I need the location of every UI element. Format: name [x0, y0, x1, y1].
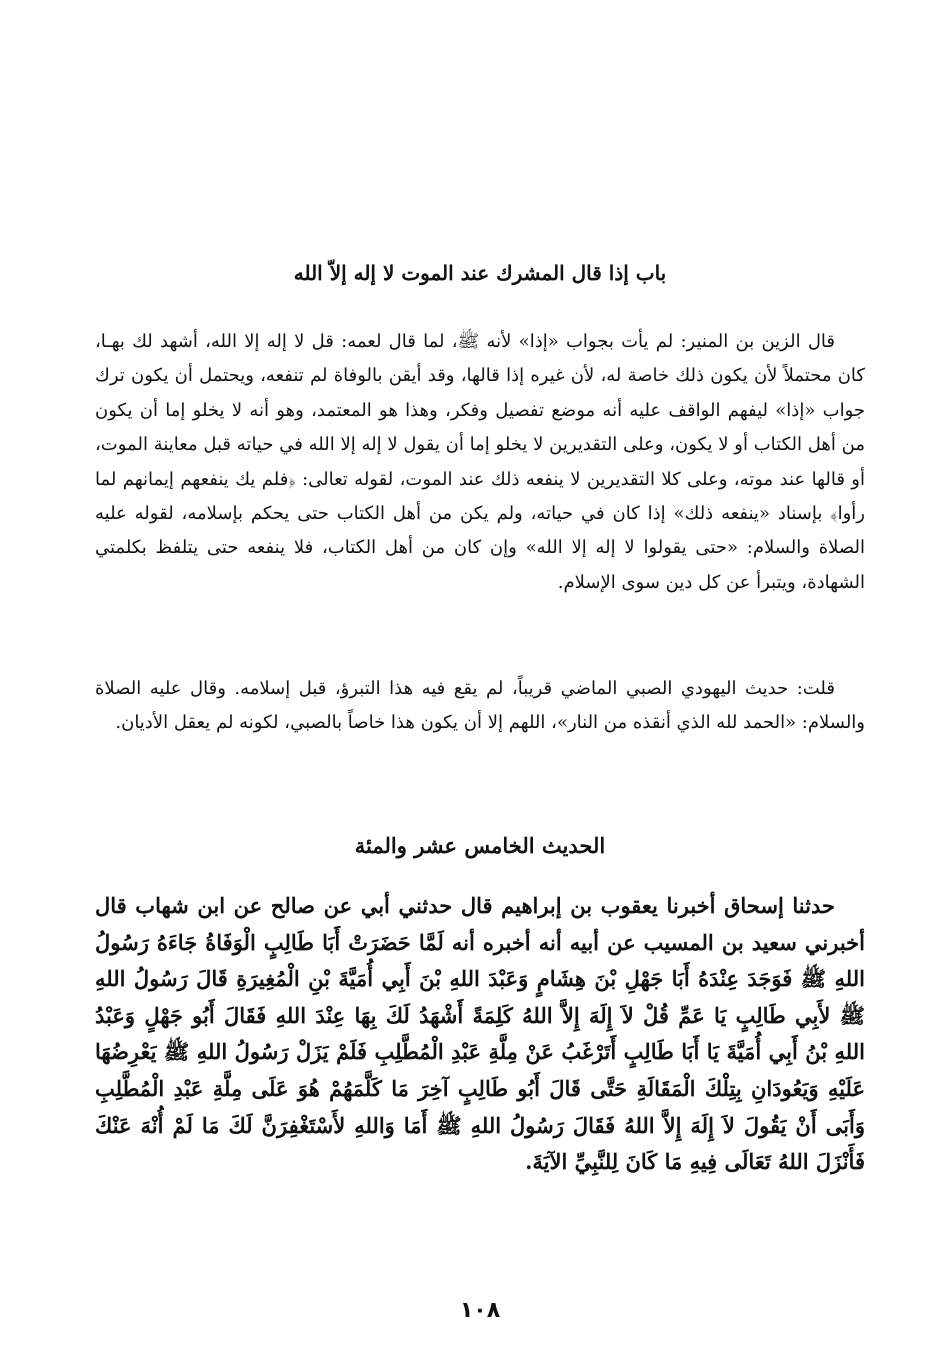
- hadith-section-title: الحديث الخامس عشر والمئة: [354, 833, 606, 858]
- commentary-paragraph-1: [95, 325, 865, 600]
- document-page: [95, 0, 865, 1371]
- commentary-paragraph-2-text: قلت: حديث اليهودي الصبي الماضي قريباً، لم يقع فيه هذا التبرؤ، قبل إسلامه. وقال عليه الصلاة والسلام: «الحمد لله الذي أنقذه من النار»، اللهم إلا أن يكون هذا خاصاً بالصبي، لكونه لم يعقل الأديان.: [95, 678, 865, 733]
- page-number: ١٠٨: [459, 1298, 501, 1323]
- commentary-paragraph-1-text: قال الزين بن المنير: لم يأت بجواب «إذا» لأنه ﷺ، لما قال لعمه: قل لا إله إلا الله، أشهد لك بهـا، كان محتملاً لأن يكون ذلك خاصة له، لأن غيره إذا قالها، وقد أيقن بالوفاة لم تنفعه، ويحتمل أن يكون ترك جواب «إذا» ليفهم الواقف عليه أنه موضع تفصيل وفكر، وهذا هو المعتمد، وهو أنه لا يخلو إما أن يكون من أهل الكتاب أو لا يكون، وعلى التقديرين لا يخلو إما أن يقول لا إله إلا الله في حياته قبل معاينة الموت، أو قالها عند موته، وعلى كلا التقديرين لا ينفعه ذلك عند الموت، لقوله تعالى: ﴿فلم يك ينفعهم إيمانهم لما رأوا﴾ بإسناد «ينفعه ذلك» إذا كان في حياته، ولم يكن من أهل الكتاب حتى يحكم بإسلامه، لقوله عليه الصلاة والسلام: «حتى يقولوا لا إله إلا الله» وإن كان من أهل الكتاب، فلا ينفعه حتى يتلفظ بكلمتي الشهادة، ويتبرأ عن كل دين سوى الإسلام.: [95, 331, 865, 593]
- hadith-text: [95, 888, 865, 1181]
- commentary-paragraph-2: [95, 672, 865, 740]
- hadith-text-body: حدثنا إسحاق أخبرنا يعقوب بن إبراهيم قال حدثني أبي عن صالح عن ابن شهاب قال أخبرني سعيد بن المسيب عن أبيه أنه أخبره أنه لَمَّا حَضَرَتْ أَبَا طَالِبٍ الْوَفَاةُ جَاءَهُ رَسُولُ اللهِ ﷺ فَوَجَدَ عِنْدَهُ أَبَا جَهْلِ بْنَ هِشَامٍ وَعَبْدَ اللهِ بْنَ أَبِي أُمَيَّةَ بْنِ الْمُغِيرَةِ قَالَ رَسُولُ اللهِ ﷺ لأَبِي طَالِبٍ يَا عَمِّ قُلْ لاَ إِلَهَ إِلاَّ اللهُ كَلِمَةً أَشْهَدُ لَكَ بِهَا عِنْدَ اللهِ فَقَالَ أَبُو جَهْلٍ وَعَبْدُ اللهِ بْنُ أَبِي أُمَيَّةَ يَا أَبَا طَالِبٍ أَتَرْغَبُ عَنْ مِلَّةِ عَبْدِ الْمُطَّلِبِ فَلَمْ يَزَلْ رَسُولُ اللهِ ﷺ يَعْرِضُهَا عَلَيْهِ وَيَعُودَانِ بِتِلْكَ الْمَقَالَةِ حَتَّى قَالَ أَبُو طَالِبٍ آخِرَ مَا كَلَّمَهُمْ هُوَ عَلَى مِلَّةِ عَبْدِ الْمُطَّلِبِ وَأَبَى أَنْ يَقُولَ لاَ إِلَهَ إِلاَّ اللهُ فَقَالَ رَسُولُ اللهِ ﷺ أَمَا وَاللهِ لأَسْتَغْفِرَنَّ لَكَ مَا لَمْ أُنْهَ عَنْكَ فَأَنْزَلَ اللهُ تَعَالَى فِيهِ مَا كَانَ لِلنَّبِيِّ الآيَةَ.: [95, 893, 865, 1175]
- chapter-title: باب إذا قال المشرك عند الموت لا إله إلاّ الله: [293, 261, 667, 285]
